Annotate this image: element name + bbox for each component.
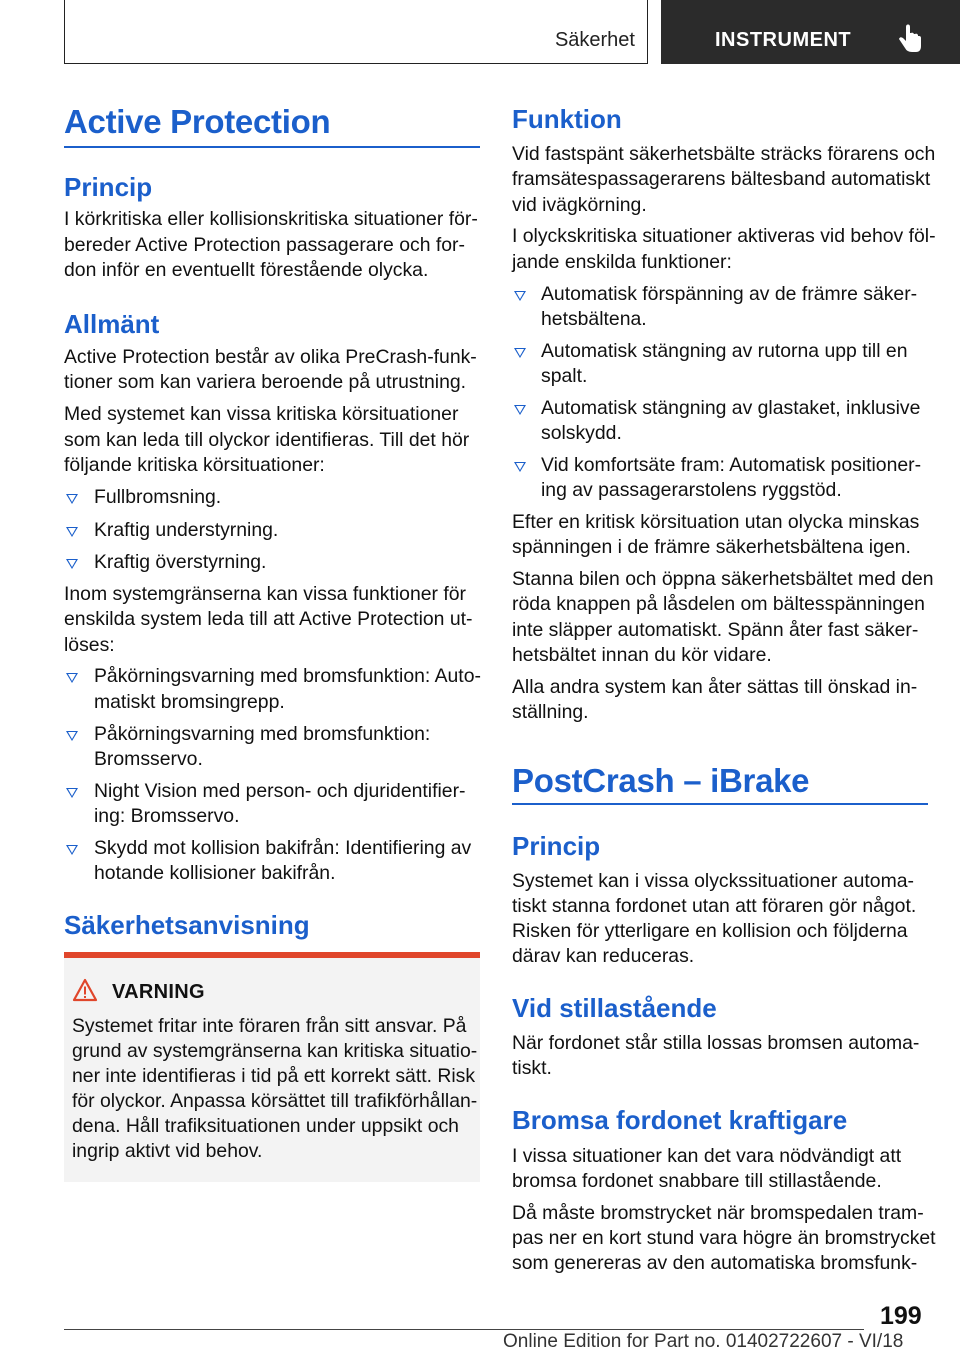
title-rule (64, 146, 480, 148)
funktion-p1-line: framsätespassagerarens bältesband automatiskt (512, 168, 931, 190)
list-item: spalt. (541, 365, 588, 387)
list-item: Kraftig understyrning. (94, 519, 279, 541)
heading-sakerhetsanvisning: Säkerhetsanvisning (64, 910, 310, 940)
list-bullet (514, 405, 526, 415)
allmant-p2-line: Med systemet kan vissa kritiska körsituationer (64, 403, 459, 425)
funktion-p5-line: ställning. (512, 701, 589, 723)
funktion-p2-line: I olyckskritiska situationer aktiveras vid behov föl- (512, 225, 936, 247)
header-chapter-label: INSTRUMENT (715, 29, 852, 51)
list-bullet (66, 731, 78, 741)
list-item: hotande kollisioner bakifrån. (94, 862, 336, 884)
footer-rule (64, 1329, 864, 1330)
funktion-p5-line: Alla andra system kan åter sättas till önskad in- (512, 676, 918, 698)
princip-line: I körkritiska eller kollisionskritiska situationer för- (64, 208, 478, 230)
princip2-line: tiskt stanna fordonet utan att föraren gör något. (512, 895, 917, 917)
title-rule (512, 803, 928, 805)
title-postcrash-ibrake: PostCrash – iBrake (512, 762, 810, 799)
heading-bromsa-fordonet: Bromsa fordonet kraftigare (512, 1105, 848, 1135)
stilla-line: tiskt. (512, 1057, 552, 1079)
warning-line: dena. Håll trafiksituationen under uppsikt och (72, 1115, 459, 1137)
allmant-p1-line: Active Protection består av olika PreCrash-funk- (64, 346, 477, 368)
bromsa-p2-line: som genereras av den automatiska bromsfunk- (512, 1252, 918, 1274)
heading-vid-stillastaende: Vid stillastående (512, 993, 717, 1023)
list-bullet (66, 845, 78, 855)
page-number: 199 (880, 1302, 922, 1330)
bromsa-p2-line: Då måste bromstrycket när bromspedalen tram- (512, 1202, 924, 1224)
header-section-tab (64, 0, 648, 64)
funktion-p2-line: jande enskilda funktioner: (512, 251, 732, 273)
list-item: Bromsservo. (94, 748, 203, 770)
list-item: Skydd mot kollision bakifrån: Identifiering av (94, 837, 472, 859)
warning-label: VARNING (112, 981, 205, 1003)
funktion-p3-line: spänningen i de främre säkerhetsbältena igen. (512, 536, 911, 558)
heading-princip: Princip (64, 172, 153, 202)
allmant-p3-line: Inom systemgränserna kan vissa funktioner för (64, 583, 466, 605)
heading-funktion: Funktion (512, 104, 622, 134)
funktion-p4-line: inte släpper automatiskt. Spänn åter fast säker- (512, 619, 919, 641)
list-item: ing: Bromsservo. (94, 805, 240, 827)
list-bullet (514, 462, 526, 472)
bromsa-p1-line: bromsa fordonet snabbare till stillastående. (512, 1170, 882, 1192)
warning-triangle-icon (72, 978, 98, 1002)
warning-line: ner inte identifieras i tid på ett korrekt sätt. Risk (72, 1065, 476, 1087)
allmant-p2-line: följande kritiska körsituationer: (64, 454, 325, 476)
list-bullet (66, 788, 78, 798)
list-bullet (514, 348, 526, 358)
princip2-line: Risken för ytterligare en kollision och följderna (512, 920, 908, 942)
list-item: Vid komfortsäte fram: Automatisk positioner- (541, 454, 922, 476)
warning-line: för olyckor. Anpassa körsättet till trafikförhållan- (72, 1090, 478, 1112)
funktion-p4-line: röda knappen på låsdelen om bältesspänningen (512, 593, 925, 615)
allmant-p2-line: som kan leda till olyckor identifieras. Till det hör (64, 429, 470, 451)
warning-line: Systemet fritar inte föraren från sitt ansvar. På (72, 1015, 467, 1037)
hand-pointer-icon (897, 24, 923, 54)
princip2-line: Systemet kan i vissa olyckssituationer automa- (512, 870, 914, 892)
funktion-p1-line: vid ivägkörning. (512, 194, 647, 216)
funktion-p3-line: Efter en kritisk körsituation utan olycka minskas (512, 511, 920, 533)
list-item: hetsbältena. (541, 308, 647, 330)
heading-princip-2: Princip (512, 831, 601, 861)
list-bullet (66, 494, 78, 504)
list-item: Night Vision med person- och djuridentifier- (94, 780, 466, 802)
list-bullet (66, 673, 78, 683)
princip-line: bereder Active Protection passagerare och for- (64, 234, 465, 256)
warning-line: grund av systemgränserna kan kritiska situatio- (72, 1040, 478, 1062)
list-bullet (66, 527, 78, 537)
bromsa-p2-line: pas ner en kort stund vara högre än bromstrycket (512, 1227, 936, 1249)
list-item: Fullbromsning. (94, 486, 222, 508)
list-item: matiskt bromsingrepp. (94, 691, 285, 713)
funktion-p1-line: Vid fastspänt säkerhetsbälte sträcks förarens och (512, 143, 936, 165)
header-section-label: Säkerhet (554, 29, 635, 51)
funktion-p4-line: hetsbältet innan du kör vidare. (512, 644, 772, 666)
stilla-line: När fordonet står stilla lossas bromsen automa- (512, 1032, 920, 1054)
heading-allmant: Allmänt (64, 309, 160, 339)
list-item: solskydd. (541, 422, 622, 444)
allmant-p1-line: tioner som kan variera beroende på utrustning. (64, 371, 467, 393)
list-item: Påkörningsvarning med bromsfunktion: (94, 723, 431, 745)
list-item: ing av passagerarstolens ryggstöd. (541, 479, 842, 501)
list-item: Automatisk förspänning av de främre säker- (541, 283, 918, 305)
list-item: Automatisk stängning av glastaket, inklusive (541, 397, 921, 419)
princip-line: don inför en eventuellt förestående olycka. (64, 259, 429, 281)
footer-edition: Online Edition for Part no. 01402722607 - VI/18 (503, 1331, 904, 1352)
allmant-p3-line: löses: (64, 634, 115, 656)
allmant-p3-line: enskilda system leda till att Active Protection ut- (64, 608, 473, 630)
warning-bar (64, 952, 480, 958)
warning-line: ingrip aktivt vid behov. (72, 1140, 263, 1162)
funktion-p4-line: Stanna bilen och öppna säkerhetsbältet med den (512, 568, 934, 590)
list-item: Kraftig överstyrning. (94, 551, 267, 573)
bromsa-p1-line: I vissa situationer kan det vara nödvändigt att (512, 1145, 902, 1167)
list-item: Påkörningsvarning med bromsfunktion: Auto- (94, 665, 481, 687)
list-bullet (66, 559, 78, 569)
list-item: Automatisk stängning av rutorna upp till en (541, 340, 908, 362)
princip2-line: därav kan reduceras. (512, 945, 695, 967)
list-bullet (514, 291, 526, 301)
title-active-protection: Active Protection (64, 103, 331, 140)
header-chapter-tab (661, 0, 960, 64)
